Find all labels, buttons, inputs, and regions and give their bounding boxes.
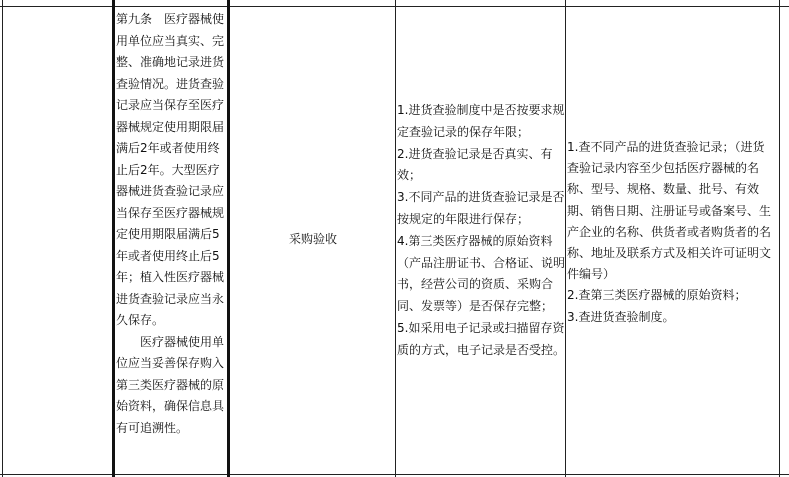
clause-line: 整、准确地记录进货	[116, 55, 225, 69]
column-border	[395, 0, 396, 477]
clause-line: 有可追溯性。	[116, 420, 189, 435]
check-line: 1.进货查验制度中是否按要求规	[397, 103, 565, 117]
clause-line: 用单位应当真实、完	[116, 33, 225, 48]
clause-line: 进货查验记录应当永	[116, 291, 225, 306]
method-line: 3.查进货查验制度。	[567, 309, 675, 324]
method-line: 称、型号、规格、数量、批号、有效	[567, 182, 760, 197]
check-line: 2.进货查验记录是否真实、有	[397, 146, 553, 161]
method-line: 期、销售日期、注册证号或备案号、生	[567, 203, 772, 218]
check-line: 3.不同产品的进货查验记录是否	[397, 190, 565, 205]
item-title-cell	[231, 229, 395, 251]
method-line: 件编号）	[567, 267, 616, 282]
method-line: 1.查不同产品的进货查验记录；（进货	[567, 140, 765, 154]
clause-line: 年或者使用终止后5	[116, 248, 220, 263]
check-line: 效；	[397, 168, 422, 183]
clause-line: 位应当妥善保存购入	[116, 356, 225, 370]
clause-line: 器械进货查验记录应	[116, 184, 225, 198]
check-line: 同、发票等）是否保存完整；	[397, 299, 554, 314]
check-points-cell	[397, 100, 565, 362]
clause-line: 始资料，确保信息具	[116, 399, 225, 413]
method-line: 产企业的名称、供货者或者购货者的名	[567, 224, 772, 239]
column-border	[2, 0, 3, 477]
check-line: 书，经营公司的资质、采购合	[397, 277, 554, 292]
check-line: 质的方式，电子记录是否受控。	[397, 342, 566, 357]
item-title: 采购验收	[288, 232, 337, 246]
clause-paragraph-2	[116, 332, 230, 440]
clause-line: 第九条 医疗器械使	[116, 12, 225, 26]
clause-line: 当保存至医疗器械规	[116, 205, 225, 220]
clause-paragraph-1	[116, 9, 230, 332]
clause-line: 久保存。	[116, 313, 165, 327]
check-line: 5.如采用电子记录或扫描留存资	[397, 320, 565, 335]
clause-line: 记录应当保存至医疗	[116, 98, 225, 112]
check-line: 4.第三类医疗器械的原始资料	[397, 233, 553, 248]
clause-line: 年；植入性医疗器械	[116, 270, 225, 284]
method-line: 2.查第三类医疗器械的原始资料；	[567, 288, 747, 303]
column-border	[112, 0, 115, 477]
method-line: 称、地址及联系方式及相关许可证明文	[567, 246, 772, 261]
clause-line: 器械规定使用期限届	[116, 119, 225, 134]
clause-line: 满后2年或者使用终	[116, 141, 220, 155]
method-line: 查验记录内容至少包括医疗器械的名	[567, 161, 760, 176]
check-line: 定查验记录的保存年限；	[397, 124, 530, 139]
check-line: （产品注册证书、合格证、说明	[397, 255, 566, 270]
clause-line: 止后2年。大型医疗	[116, 162, 220, 177]
column-border	[565, 0, 566, 477]
clause-line: 查验情况。进货查验	[116, 76, 225, 91]
clause-line: 定使用期限届满后5	[116, 227, 220, 241]
check-line: 按规定的年限进行保存；	[397, 211, 530, 226]
clause-line: 医疗器械使用单	[140, 334, 225, 349]
clause-cell	[116, 9, 230, 439]
clause-line: 第三类医疗器械的原	[116, 377, 225, 392]
check-methods-cell	[567, 137, 781, 328]
